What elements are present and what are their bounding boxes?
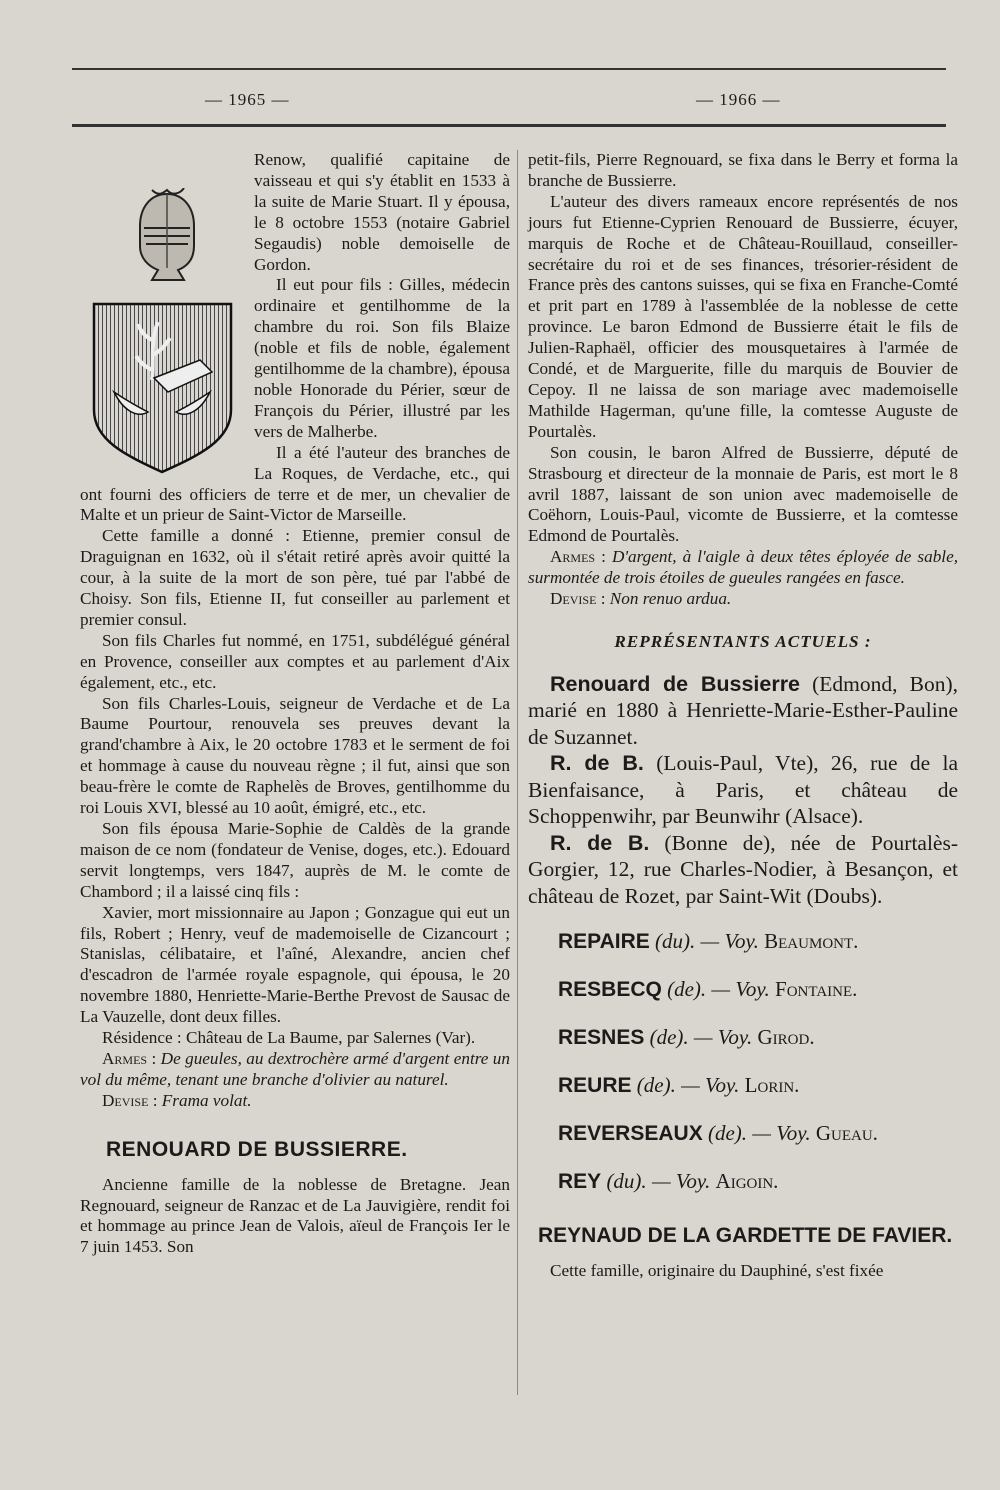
representant-name: R. de B.: [550, 830, 650, 855]
header-bottom-rule: [72, 124, 946, 127]
left-paragraph-9: Résidence : Château de La Baume, par Salernes (Var).: [102, 1028, 476, 1048]
left-paragraph-4: Cette famille a donné : Etienne, premier consul de Draguignan en 1632, où il s'était retiré après avoir quitté la cour, à la suite de la mort de son père, tué par l'abbé de Choisy. Son fils, Etienne II, fut conseiller au parlement et premier consul.: [80, 526, 510, 629]
devise-label: Devise :: [550, 589, 606, 609]
cross-reference-entry: RESBECQ (de). — Voy. Fontaine.: [558, 977, 858, 1002]
cross-reference-entry: REY (du). — Voy. Aigoin.: [558, 1168, 779, 1193]
armes-label: Armes :: [102, 1048, 157, 1068]
coat-of-arms-icon: [90, 300, 235, 475]
representant-1: [528, 671, 958, 751]
cross-reference-entry: RESNES (de). — Voy. Girod.: [558, 1025, 815, 1050]
representant-name: Renouard de Bussierre: [550, 671, 801, 696]
representant-details: (Edmond, Bon), marié en 1880 à Henriette-Marie-Esther-Pauline de Suzannet.: [528, 671, 959, 749]
cross-reference-entry: REPAIRE (du). — Voy. Beaumont.: [558, 929, 859, 954]
left-page-number: — 1965 —: [205, 90, 290, 109]
right-column: [528, 150, 958, 1282]
right-devise: [528, 589, 958, 610]
devise-text: Non renuo ardua.: [609, 589, 732, 609]
column-divider: [517, 150, 518, 1395]
section-heading-reynaud: REYNAUD DE LA GARDETTE DE FAVIER.: [538, 1223, 953, 1247]
devise-label: Devise :: [102, 1090, 158, 1110]
left-paragraph-10: Ancienne famille de la noblesse de Bretagne. Jean Regnouard, seigneur de Ranzac et de La Jauvigière, rendit foi et hommage au prince Jean de Valois, aïeul de François Ier le 7 juin 1453. Son: [80, 1174, 510, 1257]
left-paragraph-8: Xavier, mort missionnaire au Japon ; Gonzague qui eut un fils, Robert ; Henry, veuf de mademoiselle de Cizancourt ; Stanislas, célibataire, et l'aîné, Alexandre, ancien chef d'escadron de l'armée royale espagnole, qui épousa, le 20 novembre 1880, Henriette-Marie-Berthe Prevost de Sausac de La Vauzelle, dont deux filles.: [80, 902, 510, 1027]
devise-text: Frama volat.: [161, 1090, 252, 1110]
left-paragraph-1: Renow, qualifié capitaine de vaisseau et qui s'y établit en 1533 à la suite de Marie Stuart. Il y épousa, le 8 octobre 1553 (notaire Gabriel Segaudis) noble demoiselle de Gordon.: [254, 150, 510, 274]
left-armes: [80, 1049, 510, 1091]
representant-2: [528, 750, 958, 830]
representant-3: [528, 830, 958, 910]
left-paragraph-3: Il a été l'auteur des branches de La Roques, de Verdache, etc., qui ont fourni des officiers de terre et de mer, un chevalier de Malte et un prieur de Saint-Victor de Marseille.: [80, 442, 510, 525]
left-paragraph-6: Son fils Charles-Louis, seigneur de Verdache et de La Baume Pourtour, renouvela ses preuves devant la grand'chambre à Aix, le 20 octobre 1783 et le serment de foi et hommage à cause du nouveau règne ; il fut, ainsi que son beau-frère le comte de Raphelès de Broves, gentilhomme du roi Louis XVI, blessé au 10 août, émigré, etc., etc.: [80, 693, 510, 818]
right-page-number: — 1966 —: [696, 90, 781, 109]
cross-reference-entry: REURE (de). — Voy. Lorin.: [558, 1073, 800, 1098]
armes-label: Armes :: [550, 547, 606, 567]
left-paragraph-5: Son fils Charles fut nommé, en 1751, subdélégué général en Provence, conseiller aux comptes et au parlement d'Aix également, etc., etc.: [80, 630, 510, 692]
representant-details: (Bonne de), née de Pourtalès-Gorgier, 12, rue Charles-Nodier, à Besançon, et château de Rozet, par Saint-Wit (Doubs).: [528, 830, 958, 908]
left-devise: [80, 1091, 510, 1112]
header-top-rule: [72, 68, 946, 70]
right-paragraph-last: Cette famille, originaire du Dauphiné, s'est fixée: [550, 1260, 884, 1280]
armes-text: D'argent, à l'aigle à deux têtes éployée de sable, surmontée de trois étoiles de gueules rangées en fasce.: [528, 547, 959, 588]
section-heading-renouard: RENOUARD DE BUSSIERRE.: [106, 1137, 408, 1161]
cross-reference-entry: REVERSEAUX (de). — Voy. Gueau.: [558, 1120, 878, 1145]
right-paragraph-3: Son cousin, le baron Alfred de Bussierre, député de Strasbourg et directeur de la monnaie de Paris, est mort le 8 avril 1887, laissant de son union avec mademoiselle de Coëhorn, Louis-Paul, vicomte de Bussierre, et la comtesse Edmond de Pourtalès.: [528, 442, 958, 546]
representants-title: REPRÉSENTANTS ACTUELS :: [614, 631, 872, 651]
left-paragraph-2: Il eut pour fils : Gilles, médecin ordinaire et gentilhomme de la chambre du roi. Son fils Blaize (noble et fils de noble, également gentilhomme de la chambre), épousa noble Honorade du Périer, sœur de François du Périer, illustré par les vers de Malherbe.: [254, 275, 510, 441]
armes-text: De gueules, au dextrochère armé d'argent entre un vol du même, tenant une branche d'olivier au naturel.: [80, 1048, 510, 1089]
representant-details: (Louis-Paul, Vte), 26, rue de la Bienfaisance, à Paris, et château de Schoppenwihr, par Beunwihr (Alsace).: [528, 751, 959, 829]
representant-name: R. de B.: [550, 751, 644, 776]
left-column: [80, 150, 510, 1258]
left-paragraph-7: Son fils épousa Marie-Sophie de Caldès de la grande maison de ce nom (fondateur de Venise, doges, etc.). Edouard servit longtemps, vers 1847, auprès de M. le comte de Chambord ; il a laissé cinq fils :: [80, 819, 510, 901]
right-paragraph-2: L'auteur des divers rameaux encore représentés de nos jours fut Etienne-Cyprien Renouard de Bussierre, écuyer, marquis de Roche et de Château-Rouillaud, conseiller-secrétaire du roi et de ses finances, trésorier-résident de France près des cantons suisses, qui se fixa en Franche-Comté et prit part en 1789 à l'assemblée de la noblesse de cette province. Le baron Edmond de Bussierre était le fils de Julien-Raphaël, officier des mousquetaires à l'armée de Condé, et de Marguerite, fille du marquis de Bouvier de Cepoy. Il ne laissa de son mariage avec mademoiselle Mathilde Hagerman, qu'une fille, la comtesse Auguste de Pourtalès.: [528, 191, 958, 441]
right-armes: [528, 547, 958, 589]
helmet-icon: [122, 188, 212, 283]
heraldry-illustrations: [80, 150, 250, 480]
right-paragraph-1: petit-fils, Pierre Regnouard, se fixa dans le Berry et forma la branche de Bussierre.: [528, 150, 958, 190]
